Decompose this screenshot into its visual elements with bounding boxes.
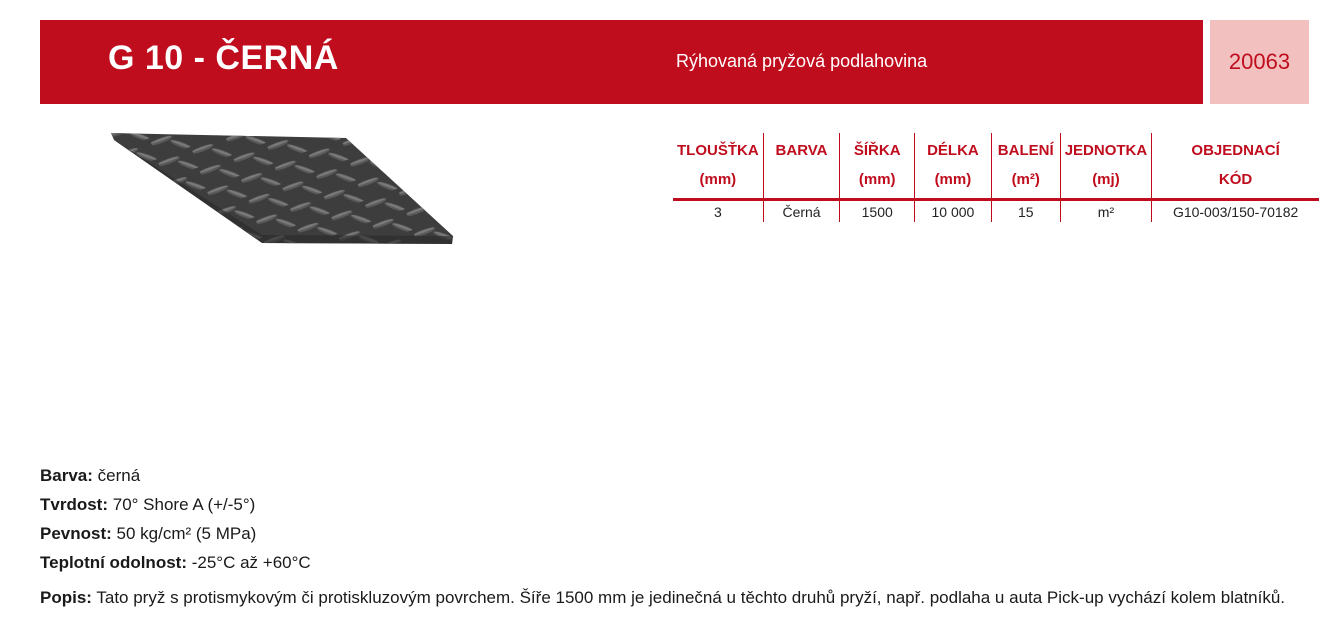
cell-order-code: G10-003/150-70182: [1152, 200, 1319, 223]
col-header-width: ŠÍŘKA (mm): [840, 133, 915, 200]
property-temperature: Teplotní odolnost: -25°C až +60°C: [40, 553, 311, 572]
property-strength: Pevnost: 50 kg/cm² (5 MPa): [40, 524, 257, 543]
rubber-mat-image: [108, 130, 454, 246]
spec-table: [673, 133, 1319, 222]
table-header-row: [673, 133, 1319, 200]
col-header-thickness: TLOUŠŤKA (mm): [673, 133, 763, 200]
property-color: Barva: černá: [40, 466, 141, 485]
table-row: [673, 200, 1319, 223]
cell-package: 15: [991, 200, 1060, 223]
cell-unit: m²: [1060, 200, 1152, 223]
property-hardness: Tvrdost: 70° Shore A (+/-5°): [40, 495, 256, 514]
product-title: G 10 - ČERNÁ: [108, 39, 339, 77]
col-header-length: DÉLKA (mm): [915, 133, 992, 200]
product-subtitle: Rýhovaná pryžová podlahovina: [676, 51, 928, 71]
description: [40, 588, 1310, 608]
properties-list: [40, 461, 311, 577]
description-label: Popis:: [40, 588, 92, 607]
cell-color: Černá: [763, 200, 840, 223]
col-header-color: BARVA: [763, 133, 840, 200]
col-header-order-code: OBJEDNACÍ KÓD: [1152, 133, 1319, 200]
cell-width: 1500: [840, 200, 915, 223]
description-text: Tato pryž s protismykovým či protiskluzovým povrchem. Šíře 1500 mm je jedinečná u těchto druhů pryží, např. podlaha u auta Pick-up vychází kolem blatníků.: [96, 588, 1286, 607]
col-header-package: BALENÍ (m²): [991, 133, 1060, 200]
product-code-box: [1210, 20, 1309, 104]
product-code: 20063: [1228, 49, 1291, 74]
cell-thickness: 3: [713, 204, 722, 220]
col-header-unit: JEDNOTKA (mj): [1060, 133, 1152, 200]
header-banner: [40, 20, 1203, 104]
cell-length: 10 000: [915, 200, 992, 223]
